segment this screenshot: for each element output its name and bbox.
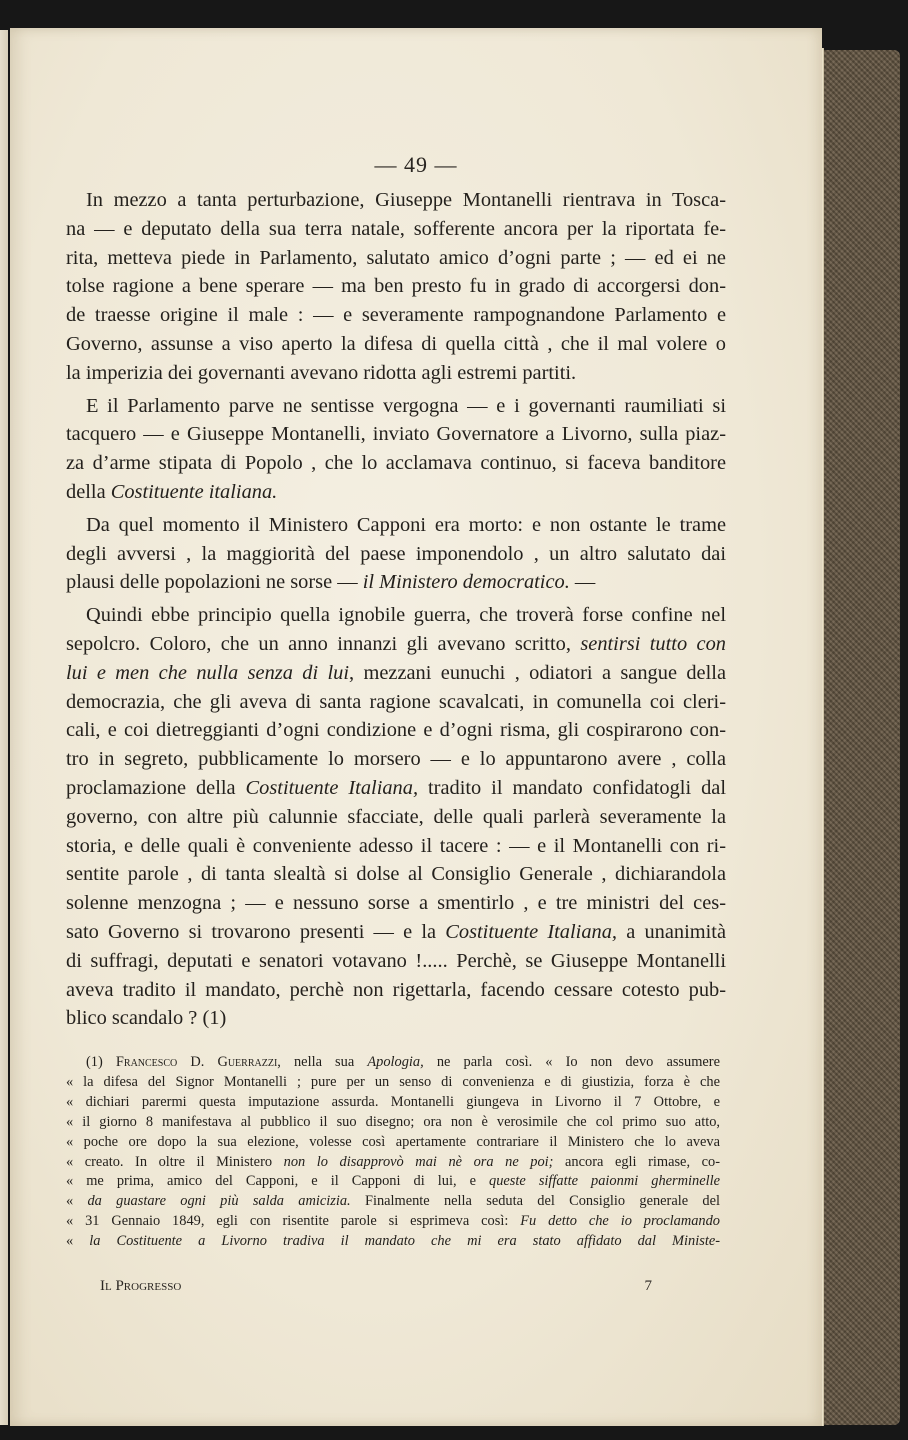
text-segment: sentite parole , di tanta slealtà si dolse al Consiglio Generale , dichiarandola: [66, 863, 726, 886]
italic-text: Costituente italiana.: [110, 480, 278, 503]
text-line: [66, 272, 726, 301]
text-line: [66, 774, 726, 803]
italic-text: queste siffatte paionmi gherminelle: [489, 1173, 720, 1190]
footnote-line: [66, 1073, 720, 1093]
text-segment: de traesse origine il male : — e severamente rampognandone Parlamento e: [66, 304, 726, 327]
footnote-line: [66, 1153, 720, 1173]
text-segment: sato Governo si trovarono presenti — e la: [66, 920, 446, 943]
text-line: [66, 330, 726, 359]
text-line: [66, 359, 726, 388]
page: [10, 28, 822, 1426]
signature-mark: Il Progresso: [100, 1278, 182, 1294]
text-line: [66, 568, 726, 597]
text-segment: a unanimità: [617, 920, 726, 943]
text-segment: « me prima, amico del Capponi, e il Capponi di lui, e: [66, 1173, 490, 1190]
text-line: [66, 889, 726, 918]
footnote-line: [66, 1133, 720, 1153]
text-line: [66, 215, 726, 244]
text-line: [66, 392, 726, 421]
text-line: [66, 630, 726, 659]
text-segment: E il Parlamento parve ne sentisse vergogna — e i governanti raumiliati si: [86, 394, 726, 417]
main-text: [66, 186, 726, 1033]
text-segment: za d’arme stipata di Popolo , che lo acclamava continuo, si faceva banditore: [66, 452, 726, 475]
text-line: [66, 1004, 726, 1033]
text-line: [66, 659, 726, 688]
text-segment: democrazia, che gli aveva di santa ragione scavalcati, in comunella coi cleri-: [66, 690, 726, 713]
italic-text: Costituente Italiana,: [445, 920, 618, 943]
footnote-line: [66, 1212, 720, 1232]
page-number: — 49 —: [374, 152, 458, 177]
previous-page-edge: [0, 30, 8, 1425]
italic-text: sentirsi tutto con: [580, 632, 726, 655]
text-segment: sepolcro. Coloro, che un anno innanzi gli avevano scritto,: [66, 632, 581, 655]
text-segment: ancora egli rimase, co-: [553, 1153, 720, 1170]
text-line: [66, 449, 726, 478]
footnote-line: [66, 1113, 720, 1133]
text-line: [66, 918, 726, 947]
text-segment: Da quel momento il Ministero Capponi era morto: e non ostante le trame: [86, 513, 726, 536]
footnote: [66, 1053, 720, 1252]
text-line: [66, 832, 726, 861]
text-segment: ne parla così. « Io non devo assumere: [423, 1054, 720, 1070]
italic-text: lui e men che nulla senza di lui: [66, 661, 350, 684]
italic-text: il Ministero democratico.: [362, 571, 570, 594]
text-segment: degli avversi , la maggiorità del paese imponendolo , un altro salutato dai: [66, 542, 726, 565]
footnote-line: [66, 1232, 720, 1252]
author-name: Francesco D. Guerrazzi: [115, 1054, 278, 1070]
text-segment: aveva tradito il mandato, perchè non rigettarla, facendo cessare cotesto pub-: [66, 978, 726, 1001]
text-line: [66, 186, 726, 215]
text-segment: « creato. In oltre il Ministero: [66, 1153, 284, 1170]
text-segment: , nella sua: [277, 1054, 368, 1070]
italic-text: Fu detto che io proclamando: [520, 1213, 720, 1230]
text-segment: « il giorno 8 manifestava al pubblico il suo disegno; ora non è verosimile che col primo suo atto,: [66, 1113, 720, 1130]
text-line: [66, 601, 726, 630]
text-segment: —: [569, 571, 596, 594]
italic-text: Apologia,: [367, 1054, 424, 1070]
italic-text: Costituente Italiana,: [245, 776, 419, 799]
italic-text: da guastare ogni più salda amicizia.: [87, 1193, 351, 1210]
text-line: [66, 540, 726, 569]
text-segment: In mezzo a tanta perturbazione, Giuseppe Montanelli rientrava in Tosca-: [86, 189, 726, 211]
text-line: [66, 478, 726, 507]
book-cover: [818, 50, 900, 1425]
text-segment: della: [66, 480, 111, 503]
text-segment: la imperizia dei governanti avevano ridotta agli estremi partiti.: [66, 361, 577, 384]
text-line: [66, 745, 726, 774]
footnote-line: [66, 1192, 720, 1212]
footnote-line: [66, 1093, 720, 1113]
signature-number: 7: [644, 1278, 652, 1294]
text-segment: Governo, assunse a viso aperto la difesa di quella città , che il mal volere o: [66, 332, 726, 355]
text-segment: proclamazione della: [66, 776, 246, 799]
text-segment: « dichiari parermi questa imputazione assurda. Montanelli giungeva in Livorno il 7 Ottobre, e: [66, 1093, 720, 1110]
text-segment: rita, metteva piede in Parlamento, salutato amico d’ogni parte ; — ed ei ne: [66, 246, 726, 269]
text-segment: blico scandalo ? (1): [66, 1007, 227, 1030]
text-line: [66, 716, 726, 745]
text-line: [66, 688, 726, 717]
text-segment: «: [66, 1193, 88, 1210]
text-line: [66, 301, 726, 330]
footnote-line: [66, 1053, 720, 1073]
text-line: [66, 420, 726, 449]
text-segment: storia, e delle quali è conveniente adesso il tacere : — e il Montanelli con ri-: [66, 834, 726, 857]
text-segment: Quindi ebbe principio quella ignobile guerra, che troverà forse confine nel: [86, 604, 726, 627]
text-segment: tro in segreto, pubblicamente lo morsero — e lo appuntarono avere , colla: [66, 748, 726, 771]
text-line: [66, 860, 726, 889]
text-segment: « poche ore dopo la sua elezione, volesse così apertamente contrariare il Ministero che lo aveva: [66, 1133, 720, 1150]
text-segment: cali, e coi dietreggianti d’ogni condizione e d’ogni risma, gli cospirarono con-: [66, 719, 726, 742]
text-segment: «: [66, 1233, 90, 1250]
text-segment: « la difesa del Signor Montanelli ; pure per un senso di convenienza e di giustizia, forza è che: [66, 1073, 720, 1090]
text-line: [66, 244, 726, 273]
text-segment: na — e deputato della sua terra natale, sofferente ancora per la riportata fe-: [66, 217, 726, 240]
text-segment: « 31 Gennaio 1849, egli con risentite parole si esprimeva così:: [66, 1213, 521, 1230]
text-segment: tacquero — e Giuseppe Montanelli, inviato Governatore a Livorno, sulla piaz-: [66, 423, 726, 446]
text-segment: tradito il mandato confidatogli dal: [418, 776, 726, 799]
text-line: [66, 511, 726, 540]
text-line: [66, 803, 726, 832]
text-segment: , mezzani eunuchi , odiatori a sangue della: [349, 661, 726, 684]
footnote-line: [66, 1172, 720, 1192]
text-segment: governo, con altre più calunnie sfacciate, delle quali parlerà severamente la: [66, 805, 726, 828]
text-segment: solenne menzogna ; — e nessuno sorse a smentirlo , e tre ministri del ces-: [66, 892, 726, 915]
text-line: [66, 976, 726, 1005]
text-segment: (1): [86, 1054, 116, 1070]
italic-text: la Costituente a Livorno tradiva il mandato che mi era stato affidato dal Ministe-: [89, 1233, 720, 1250]
text-segment: tolse ragione a bene sperare — ma ben presto fu in grado di accorgersi don-: [66, 275, 726, 298]
italic-text: non lo disapprovò mai nè ora ne poi;: [283, 1153, 554, 1170]
text-line: [66, 947, 726, 976]
text-segment: Finalmente nella seduta del Consiglio generale del: [350, 1193, 720, 1210]
text-segment: di suffragi, deputati e senatori votavano !..... Perchè, se Giuseppe Montanelli: [66, 949, 726, 972]
text-segment: plausi delle popolazioni ne sorse —: [66, 571, 363, 594]
